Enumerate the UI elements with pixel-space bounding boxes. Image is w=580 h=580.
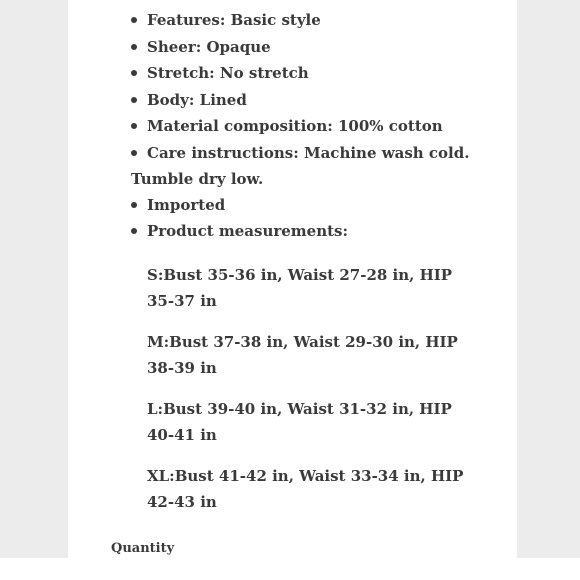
bullet-icon [131,17,137,23]
bullet-icon [131,228,137,234]
feature-list-item: Body: Lined [131,90,247,110]
feature-list-item: Imported [131,195,225,215]
bullet-icon [131,123,137,129]
feature-list-item: Care instructions: Machine wash cold. [131,143,469,163]
quantity-label: Quantity [111,541,175,556]
feature-list-item: Material composition: 100% cotton [131,116,443,136]
bullet-icon [131,202,137,208]
bullet-icon [131,97,137,103]
care-instructions-continuation: Tumble dry low. [131,170,264,188]
bullet-icon [131,70,137,76]
size-measurement-xl: XL:Bust 41-42 in, Waist 33-34 in, HIP 42-43 in [147,467,464,511]
size-measurement-m: M:Bust 37-38 in, Waist 29-30 in, HIP 38-39 in [147,333,458,377]
feature-list-item: Sheer: Opaque [131,37,271,57]
bullet-icon [131,44,137,50]
size-measurement-l: L:Bust 39-40 in, Waist 31-32 in, HIP 40-41 in [147,400,452,444]
feature-list-item: Features: Basic style [131,10,321,30]
feature-list-item: Stretch: No stretch [131,63,309,83]
measurements-heading: Product measurements: [131,221,348,241]
bullet-icon [131,150,137,156]
size-measurement-s: S:Bust 35-36 in, Waist 27-28 in, HIP 35-37 in [147,266,453,310]
